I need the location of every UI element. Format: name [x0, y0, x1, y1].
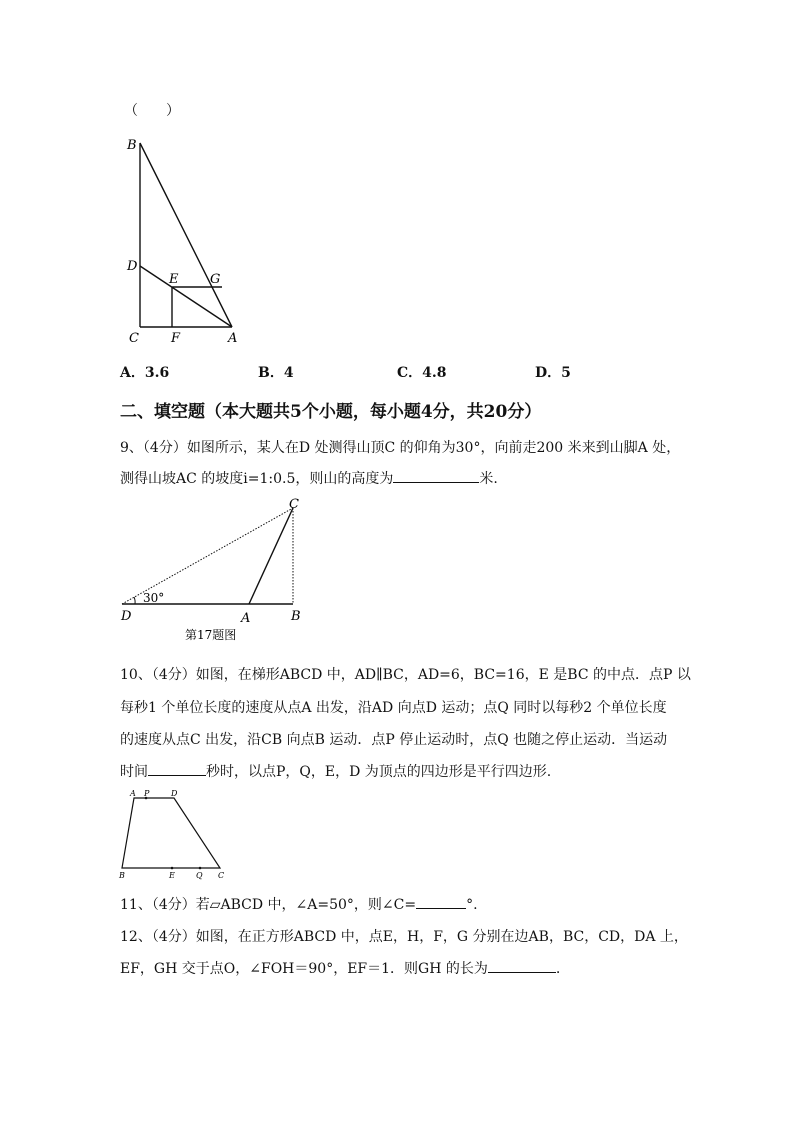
- option-d: D．5: [535, 365, 571, 381]
- option-c: C．4.8: [397, 365, 447, 381]
- label-b: B: [119, 871, 125, 880]
- q12-line-2: [120, 958, 560, 978]
- label-p: P: [144, 789, 150, 798]
- triangle-figure: [120, 135, 250, 350]
- label-b: B: [291, 609, 301, 624]
- label-q: Q: [196, 871, 203, 880]
- angle-arc: [134, 597, 135, 604]
- figure-caption: 第17题图: [185, 628, 237, 642]
- q9-answer-blank[interactable]: [393, 468, 479, 483]
- label-c: C: [218, 871, 225, 880]
- q9-text: 测得山坡AC 的坡度i=1:0.5，则山的高度为: [120, 471, 394, 487]
- option-a: A．3.6: [120, 365, 170, 381]
- label-a: A: [130, 789, 136, 798]
- point-q: [199, 867, 202, 870]
- label-g: G: [210, 272, 221, 287]
- label-d: D: [171, 789, 178, 798]
- answer-bracket: （ ）: [124, 103, 180, 119]
- q12-line-1: 12、（4分）如图，在正方形ABCD 中，点E，H，F，G 分别在边AB，BC，CD，DA 上，: [120, 929, 688, 945]
- label-e: E: [169, 871, 175, 880]
- sight-line-dc: [122, 508, 293, 604]
- label-b: B: [127, 138, 137, 153]
- q11-line: [120, 894, 478, 914]
- slope-ac: [249, 508, 293, 604]
- q9-line-1: 9、（4分）如图所示，某人在D 处测得山顶C 的仰角为30°，向前走200 米来到山脚A 处，: [120, 440, 681, 456]
- label-d: D: [127, 259, 138, 274]
- q10-line-3: 的速度从点C 出发，沿CB 向点B 运动．点P 停止运动时，点Q 也随之停止运动．当运动: [120, 732, 668, 748]
- label-a: A: [241, 611, 251, 626]
- q10-line-4: [120, 761, 551, 781]
- label-a: A: [228, 331, 238, 346]
- q12-answer-blank[interactable]: [488, 958, 556, 973]
- q9-unit: 米.: [479, 471, 498, 487]
- q12-text: EF，GH 交于点O，∠FOH＝90°，EF＝1．则GH 的长为: [120, 961, 488, 977]
- q11-unit: °.: [466, 897, 478, 913]
- q9-line-2: [120, 468, 498, 488]
- label-c: C: [129, 331, 139, 346]
- q10-line-2: 每秒1 个单位长度的速度从点A 出发，沿AD 向点D 运动；点Q 同时以每秒2 个单位长度: [120, 700, 667, 716]
- q11-answer-blank[interactable]: [416, 894, 466, 909]
- angle-label: 30°: [143, 591, 165, 605]
- q10-answer-blank[interactable]: [148, 761, 206, 776]
- trapezoid-abcd: [122, 798, 220, 868]
- label-f: F: [171, 331, 181, 346]
- label-d: D: [121, 609, 132, 624]
- q10-text-pre: 时间: [120, 764, 148, 780]
- point-e: [171, 867, 174, 870]
- option-b: B．4: [258, 365, 294, 381]
- q11-text: 11、（4分）若▱ABCD 中，∠A=50°，则∠C=: [120, 897, 417, 913]
- label-c: C: [289, 497, 299, 512]
- label-e: E: [169, 272, 179, 287]
- q12-end: .: [555, 961, 561, 977]
- segment-ba: [140, 143, 232, 327]
- trapezoid-figure: [112, 786, 237, 882]
- slope-figure: [115, 496, 315, 646]
- q10-text-post: 秒时，以点P，Q，E，D 为顶点的四边形是平行四边形.: [206, 764, 552, 780]
- q10-line-1: 10、（4分）如图，在梯形ABCD 中，AD∥BC，AD=6，BC=16，E 是BC 的中点．点P 以: [120, 667, 691, 683]
- section-heading: 二、填空题（本大题共5个小题，每小题4分，共20分）: [120, 402, 542, 422]
